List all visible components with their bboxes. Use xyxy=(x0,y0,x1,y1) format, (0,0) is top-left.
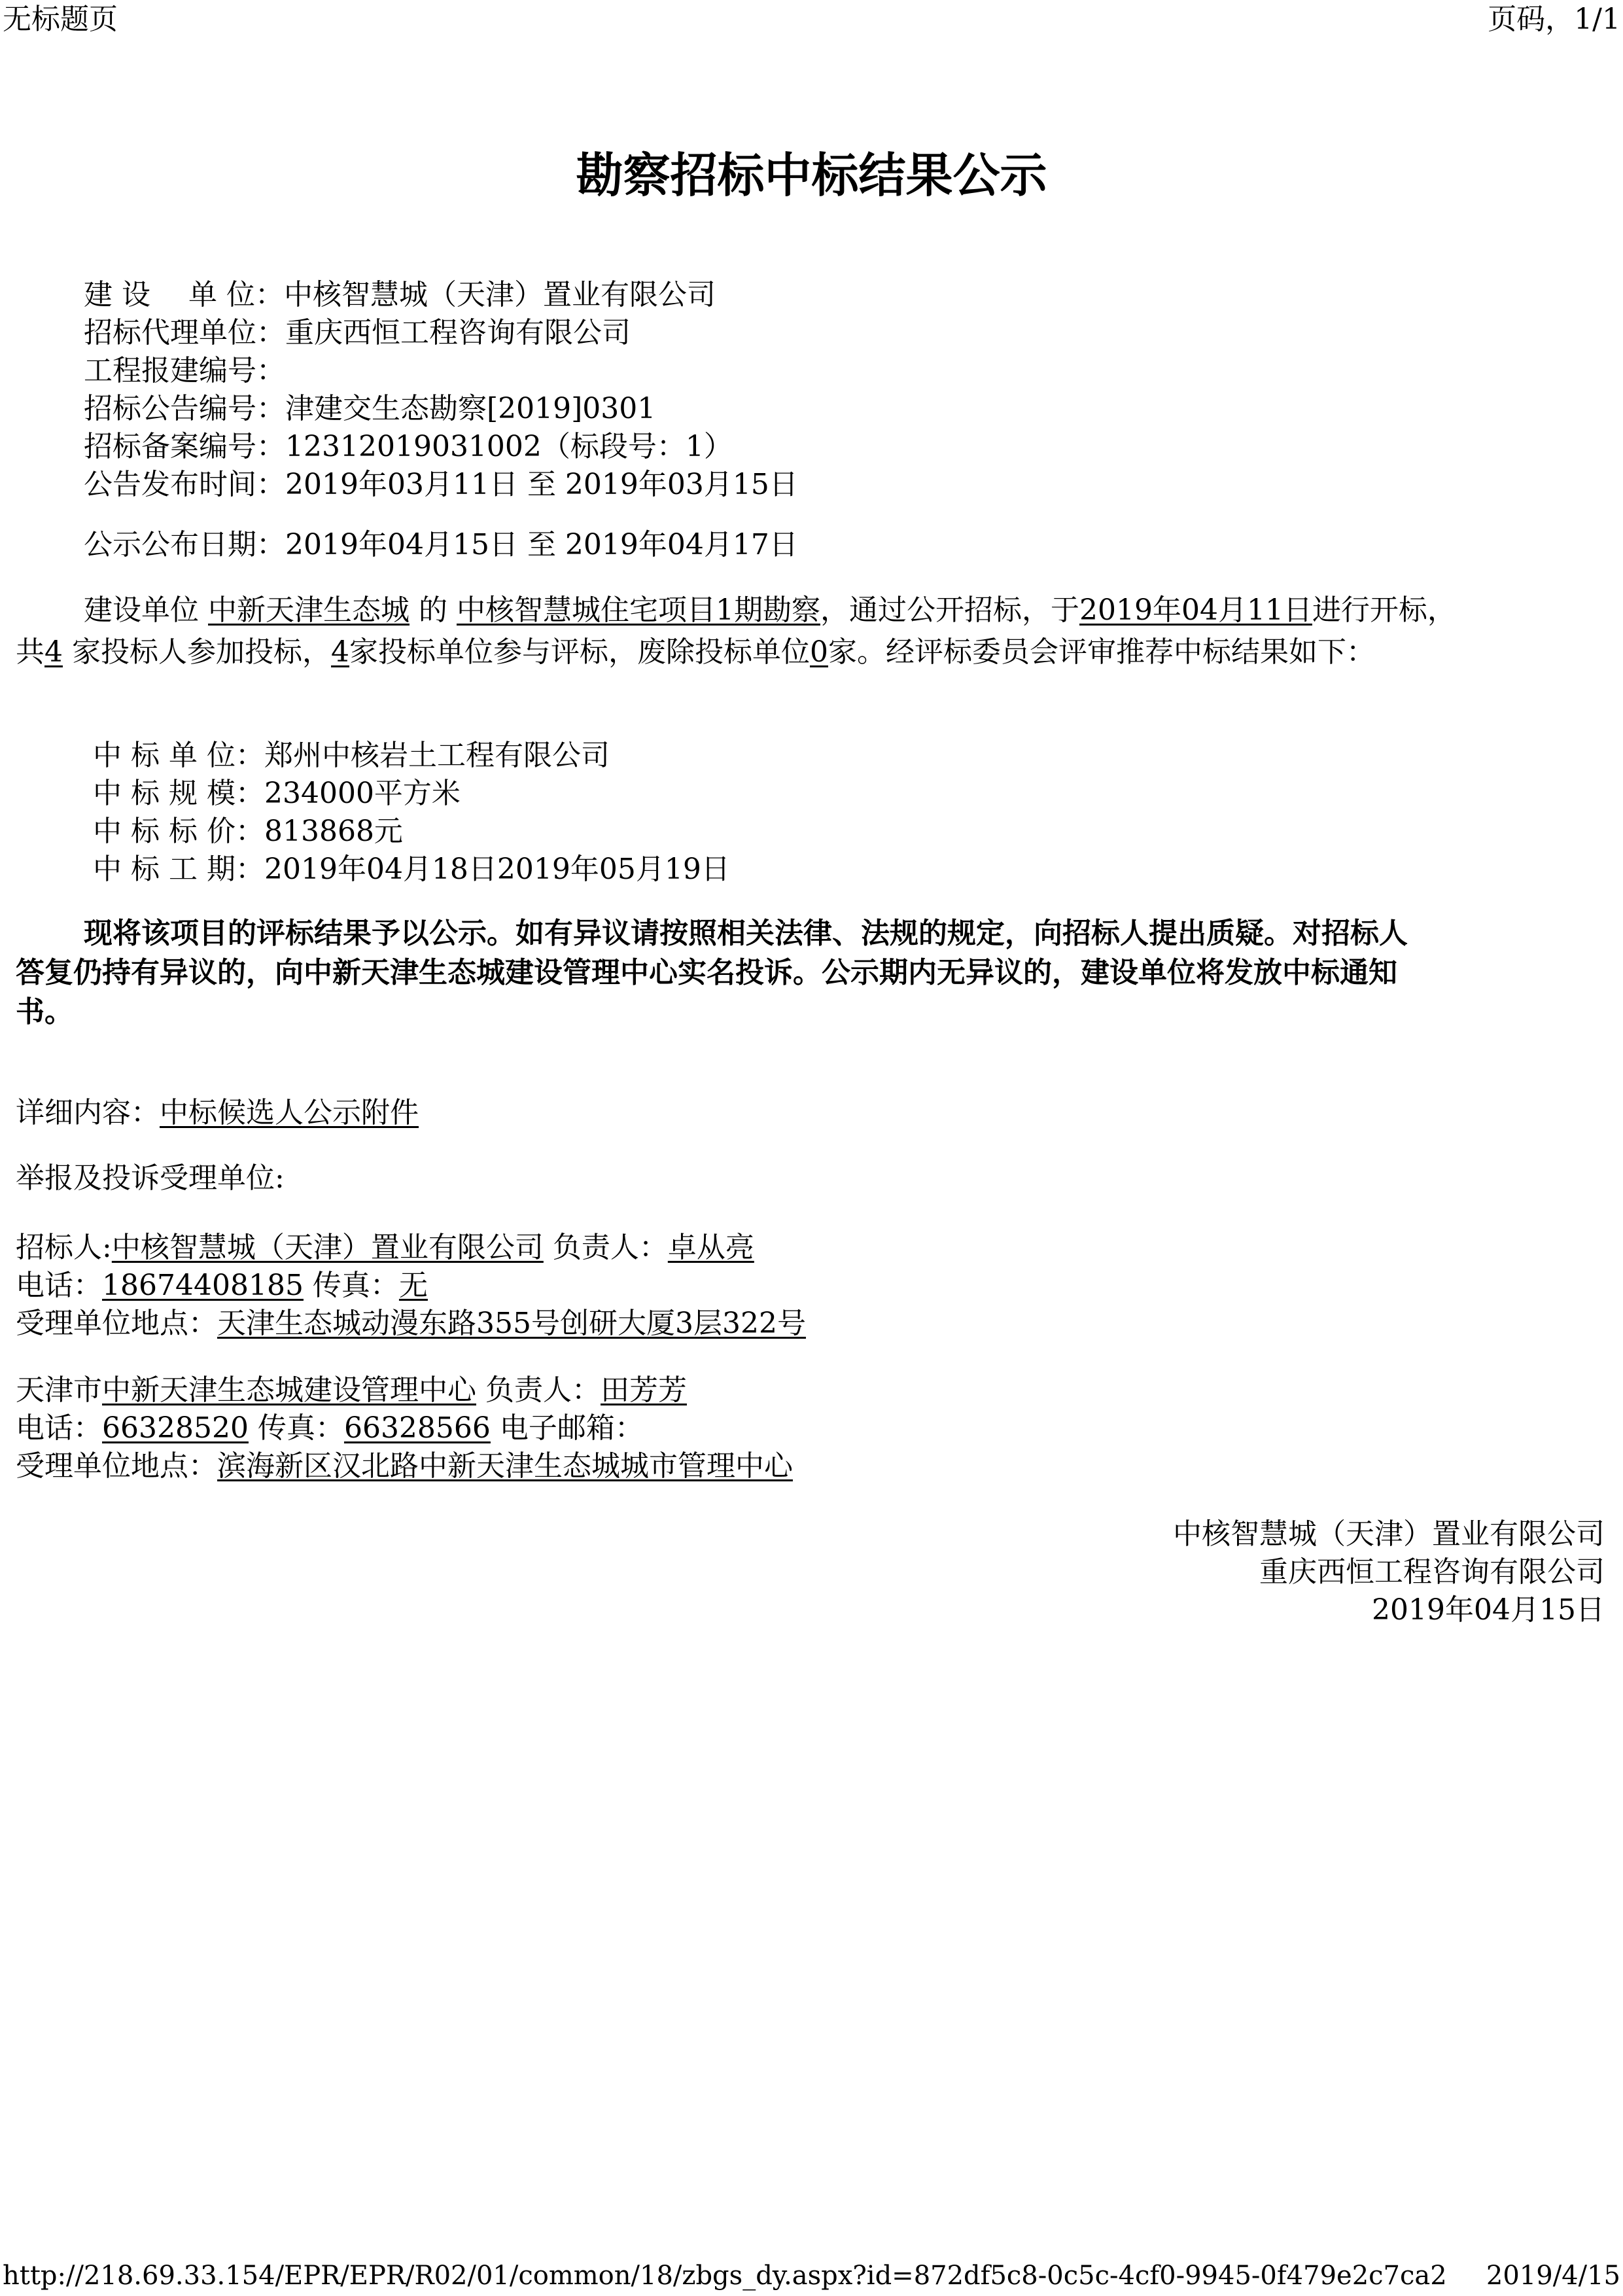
result-label: 中 标 规 模： xyxy=(93,777,264,810)
address-label: 受理单位地点： xyxy=(16,1449,217,1483)
intro-text: ，通过公开招标，于 xyxy=(820,593,1079,627)
tenderer-label: 招标人: xyxy=(16,1231,112,1264)
result-row-scale xyxy=(93,775,730,813)
address-label: 受理单位地点： xyxy=(16,1307,217,1340)
authority-fax: 66328566 xyxy=(343,1411,491,1445)
publicity-period xyxy=(84,526,798,564)
info-label: 招标备案编号： xyxy=(84,430,285,463)
info-label: 招标代理单位： xyxy=(84,316,285,349)
info-value: 2019年03月11日 至 2019年03月15日 xyxy=(285,468,798,501)
info-value: 中核智慧城（天津）置业有限公司 xyxy=(283,278,716,311)
intro-line-2 xyxy=(16,633,1375,671)
info-label: 建 设 单 位： xyxy=(84,278,284,311)
signature-org-1: 中核智慧城（天津）置业有限公司 xyxy=(1173,1517,1605,1551)
authority-person: 田芳芳 xyxy=(601,1373,687,1407)
result-block xyxy=(93,737,730,889)
intro-text: 家。经评标委员会评审推荐中标结果如下： xyxy=(828,635,1375,669)
details-row xyxy=(16,1094,419,1132)
fax-label: 传真： xyxy=(248,1411,344,1445)
fax-label: 传真： xyxy=(303,1269,399,1302)
authority-address: 滨海新区汉北路中新天津生态城城市管理中心 xyxy=(217,1449,793,1483)
info-row-notice-no xyxy=(84,390,798,428)
evaluated-count: 4 xyxy=(331,635,349,669)
authority-prefix: 天津市 xyxy=(16,1373,102,1407)
person-label: 负责人： xyxy=(476,1373,601,1407)
authority-name-row xyxy=(16,1371,687,1409)
result-label: 中 标 工 期： xyxy=(93,853,264,886)
page-header-pagination: 页码，1/1 xyxy=(1488,3,1620,36)
result-value: 234000平方米 xyxy=(264,777,461,810)
info-row-notice-period xyxy=(84,466,798,504)
details-label: 详细内容： xyxy=(16,1096,160,1129)
info-value: 津建交生态勘察[2019]0301 xyxy=(285,392,656,425)
intro-text: 家投标单位参与评标，废除投标单位 xyxy=(349,635,810,669)
result-label: 中 标 单 位： xyxy=(93,739,264,772)
phone-label: 电话： xyxy=(16,1269,102,1302)
page-title: 勘察招标中标结果公示 xyxy=(576,147,1047,203)
info-block xyxy=(84,276,798,504)
tenderer-fax: 无 xyxy=(398,1269,428,1302)
email-label: 电子邮箱： xyxy=(490,1411,644,1445)
notice-line-3: 书。 xyxy=(16,995,73,1029)
open-date: 2019年04月11日 xyxy=(1079,593,1312,627)
complaint-title: 举报及投诉受理单位: xyxy=(16,1161,285,1195)
info-value: 重庆西恒工程咨询有限公司 xyxy=(285,316,631,349)
authority-address-row xyxy=(16,1447,793,1485)
result-value: 813868元 xyxy=(264,815,403,848)
info-label: 工程报建编号： xyxy=(84,354,285,387)
publicity-value: 2019年04月15日 至 2019年04月17日 xyxy=(285,528,798,561)
info-row-record-no xyxy=(84,428,798,466)
tenderer-name: 中核智慧城（天津）置业有限公司 xyxy=(111,1231,544,1264)
tenderer-address: 天津生态城动漫东路355号创研大厦3层322号 xyxy=(217,1307,806,1340)
authority-phone: 66328520 xyxy=(102,1411,249,1445)
footer-url: http://218.69.33.154/EPR/EPR/R02/01/common/18/zbgs_dy.aspx?id=872df5c8-0c5c-4cf0-9945-0f479e2c7ca2 xyxy=(3,2261,1447,2291)
intro-text: 建设单位 xyxy=(84,593,208,627)
intro-text: 进行开标， xyxy=(1312,593,1456,627)
result-row-period xyxy=(93,851,730,889)
intro-text: 的 xyxy=(410,593,457,627)
intro-text: 共 xyxy=(16,635,44,669)
result-row-price xyxy=(93,813,730,851)
intro-line-1 xyxy=(84,592,1456,629)
result-row-winner xyxy=(93,737,730,775)
person-label: 负责人： xyxy=(543,1231,668,1264)
signature-block xyxy=(1173,1515,1605,1629)
phone-label: 电话： xyxy=(16,1411,102,1445)
info-value: 12312019031002（标段号：1） xyxy=(285,430,733,463)
tenderer-name-row xyxy=(16,1229,754,1267)
result-value: 2019年04月18日2019年05月19日 xyxy=(264,853,730,886)
signature-org-2: 重庆西恒工程咨询有限公司 xyxy=(1259,1555,1605,1589)
notice-line-2: 答复仍持有异议的，向中新天津生态城建设管理中心实名投诉。公示期内无异议的，建设单位将发放中标通知 xyxy=(16,956,1397,989)
tenderer-phone: 18674408185 xyxy=(102,1269,304,1302)
info-label: 公告发布时间： xyxy=(84,468,285,501)
tenderer-address-row xyxy=(16,1305,806,1343)
bidder-count: 4 xyxy=(44,635,63,669)
info-label: 招标公告编号： xyxy=(84,392,285,425)
intro-text: 家投标人参加投标， xyxy=(63,635,331,669)
info-row-builder xyxy=(84,276,798,314)
details-attachment-link[interactable]: 中标候选人公示附件 xyxy=(160,1096,419,1129)
result-label: 中 标 标 价： xyxy=(93,815,264,848)
info-row-registration xyxy=(84,352,798,390)
authority-contact-row xyxy=(16,1409,644,1447)
result-value: 郑州中核岩土工程有限公司 xyxy=(264,739,610,772)
page-header-title: 无标题页 xyxy=(3,3,118,36)
notice-line-1: 现将该项目的评标结果予以公示。如有异议请按照相关法律、法规的规定，向招标人提出质疑。对招标人 xyxy=(84,917,1408,950)
publicity-label: 公示公布日期： xyxy=(84,528,285,561)
signature-date: 2019年04月15日 xyxy=(1372,1593,1605,1627)
tenderer-contact-row xyxy=(16,1267,428,1305)
builder-name: 中新天津生态城 xyxy=(208,593,410,627)
footer-date: 2019/4/15 xyxy=(1486,2261,1620,2291)
tenderer-person: 卓从亮 xyxy=(667,1231,754,1264)
project-name: 中核智慧城住宅项目1期勘察 xyxy=(456,593,820,627)
rejected-count: 0 xyxy=(810,635,828,669)
authority-name: 中新天津生态城建设管理中心 xyxy=(102,1373,476,1407)
info-row-agent xyxy=(84,314,798,352)
